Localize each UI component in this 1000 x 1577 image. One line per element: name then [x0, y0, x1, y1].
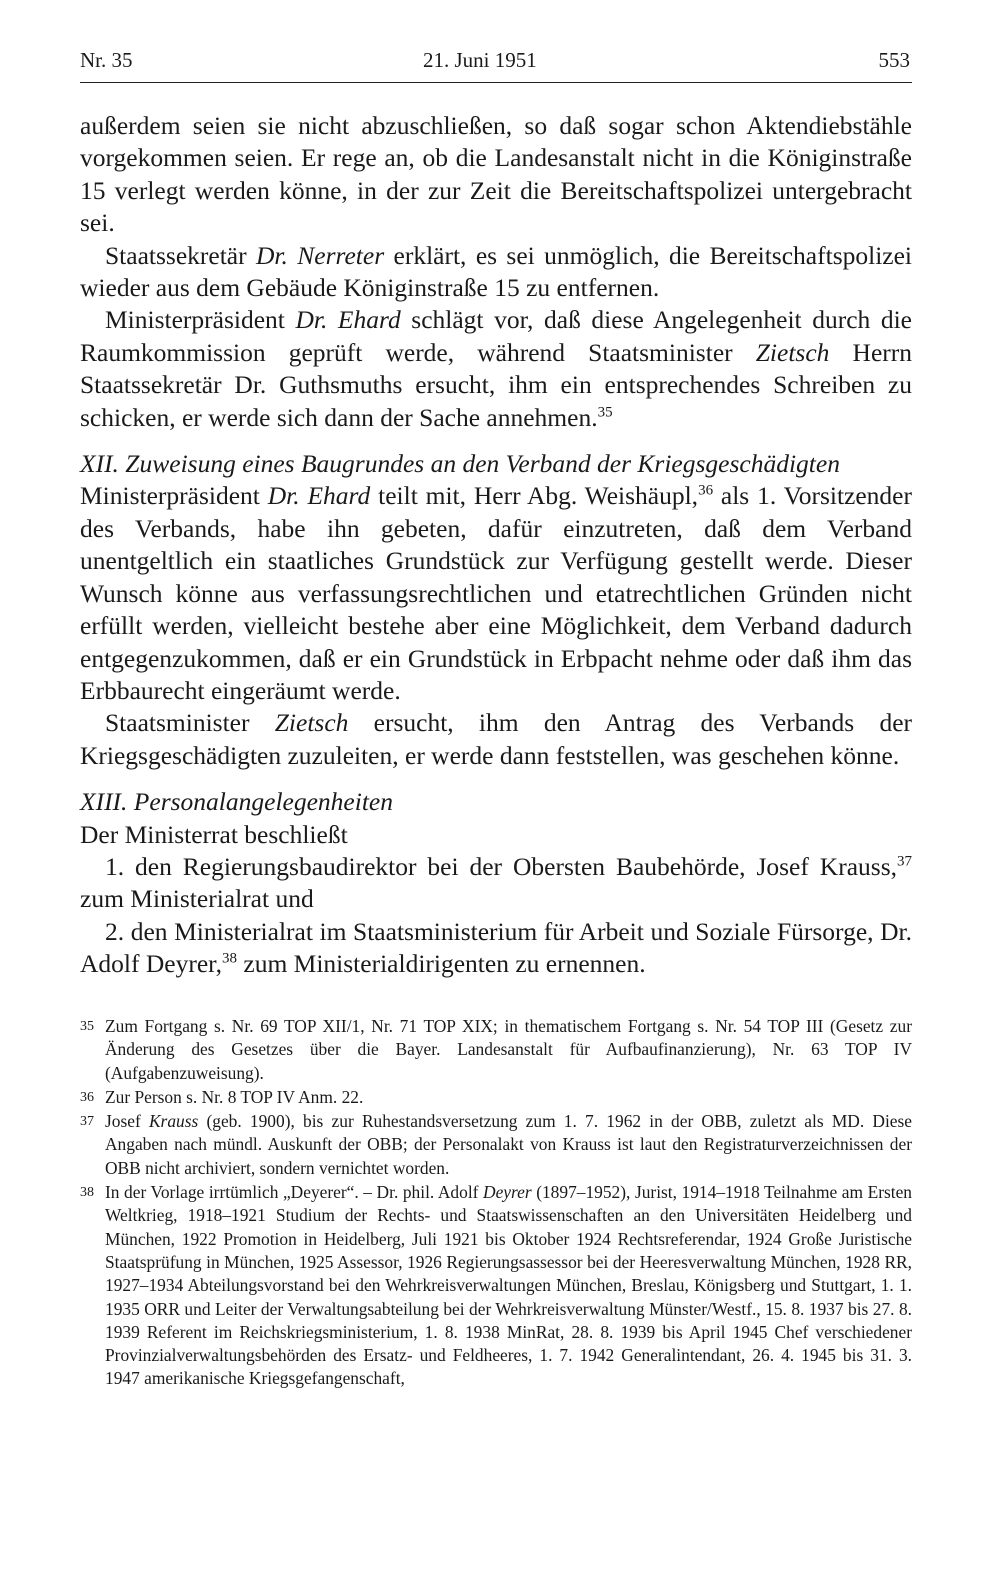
paragraph-nerreter: [80, 240, 912, 305]
text-run: schlägt vor, daß diese Angelegenheit durch die Raumkommission geprüft werde, während Staatsminister: [80, 305, 912, 367]
speaker-name: Dr. Ehard: [267, 481, 371, 511]
header-date: 21. Juni 1951: [423, 48, 537, 72]
footnote-number: 35: [80, 1019, 94, 1034]
footnote-number: 37: [80, 1114, 94, 1130]
paragraph-continuation: außerdem seien sie nicht abzuschließen, so daß sogar schon Aktendiebstähle vorgekommen seien. Er rege an, ob die Landesanstalt nicht in die Königinstraße 15 verlegt werden könne, in der zur Zeit die Bereitschaftspolizei untergebracht sei.: [80, 111, 912, 238]
page-number: 553: [878, 48, 910, 72]
text-run: ersucht, ihm den Antrag des Verbands der Kriegsgeschädigten zuzuleiten, er werde dann feststellen, was geschehen könne.: [80, 708, 912, 770]
text-run: als 1. Vorsitzender des Verbands, habe ihn gebeten, dafür einzutreten, daß dem Verband unentgeltlich ein staatliches Grundstück zur Verfügung gestellt werde. Dieser Wunsch könne aus verfassungsrechtlichen und etatrechtlichen Gründen nicht erfüllt werden, vielleicht bestehe aber eine Möglichkeit, dem Verband dadurch entgegenzukommen, daß er ein Grundstück in Erbpacht nehme oder daß ihm das Erbbaurecht eingeräumt werde.: [80, 481, 912, 705]
paragraph-weishaeupl: [80, 480, 912, 707]
footnote-ref: 37: [897, 853, 912, 870]
speaker-name: Dr. Ehard: [295, 305, 401, 335]
list-item-deyrer: [80, 916, 912, 981]
footnote-35: [80, 1015, 912, 1085]
text-run: erklärt, es sei unmöglich, die Bereitschaftspolizei wieder aus dem Gebäude Königinstraße 15 zu entfernen.: [80, 240, 913, 303]
text-run: 2. den Ministerialrat im Staatsministerium für Arbeit und Soziale Fürsorge, Dr. Adolf Deyrer,: [80, 916, 912, 979]
footnote-text: (geb. 1900), bis zur Ruhestandsversetzung zum 1. 7. 1962 in der OBB, zuletzt als MD. Diese Angaben nach mündl. Auskunft der OBB; der Personalakt von Krauss ist laut den Registraturverzeichnissen der OBB nicht archiviert, sondern vernichtet worden.: [105, 1111, 912, 1178]
text-run: Staatsminister: [105, 708, 275, 738]
text-run: teilt mit, Herr Abg. Weishäupl,: [370, 481, 699, 511]
footnote-ref: 36: [698, 482, 714, 499]
text-run: Herrn Staatssekretär Dr. Guthsmuths ersucht, ihm ein entsprechendes Schreiben zu schicken, er werde sich dann der Sache annehmen.: [80, 337, 913, 432]
section-heading-xiii: XIII. Personalangelegenheiten: [80, 787, 393, 817]
paragraph-zietsch-antrag: [80, 707, 912, 772]
text-run: 1. den Regierungsbaudirektor bei der Obersten Baubehörde, Josef Krauss,: [105, 851, 897, 881]
text-run: Ministerpräsident: [105, 305, 296, 335]
footnotes: [80, 1015, 912, 1392]
speaker-name: Zietsch: [755, 337, 830, 367]
footnote-37: [80, 1110, 912, 1180]
footnote-text: (1897–1952), Jurist, 1914–1918 Teilnahme am Ersten Weltkrieg, 1918–1921 Studium der Rechts- und Staatswissenschaften an den Universitäten Heidelberg und München, 1922 Promotion in Heidelberg, Juli 1921 bis Oktober 1924 Rechtsreferendar, 1924 Große Juristische Staatsprüfung in München, 1925 Assessor, 1926 Regierungsassessor bei der Heeresverwaltung München, 1928 RR, 1927–1934 Abteilungsvorstand bei den Wehrkreisverwaltungen München, Breslau, Königsberg und Stuttgart, 1. 1. 1935 ORR und Leiter der Verwaltungsabteilung bei der Wehrkreisverwaltung Münster/Westf., 15. 8. 1937 bis 27. 8. 1939 Referent im Reichskriegsministerium, 1. 8. 1938 MinRat, 28. 8. 1939 bis April 1945 Chef verschiedener Provinzialverwaltungsbehörden des Ersatz- und Feldheeres, 1. 7. 1942 Generalintendant, 26. 4. 1945 bis 31. 3. 1947 amerikanische Kriegsgefangenschaft,: [105, 1182, 913, 1389]
footnote-text: Zur Person s. Nr. 8 TOP IV Anm. 22.: [105, 1086, 364, 1107]
text-run: zum Ministerialdirigenten zu ernennen.: [237, 949, 646, 979]
footnote-number: 38: [80, 1185, 94, 1201]
text-run: zum Ministerialrat und: [80, 884, 314, 914]
issue-number: Nr. 35: [80, 48, 133, 72]
section-heading-xii: XII. Zuweisung eines Baugrundes an den Verband der Kriegsgeschädigten: [80, 449, 840, 479]
person-name: Deyrer: [483, 1182, 532, 1203]
footnote-ref: 38: [222, 950, 238, 967]
footnote-number: 36: [80, 1089, 94, 1105]
main-text: [80, 110, 912, 981]
text-run: Ministerpräsident: [80, 481, 268, 511]
footnote-text: Zum Fortgang s. Nr. 69 TOP XII/1, Nr. 71 TOP XIX; in thematischem Fortgang s. Nr. 54 TOP III (Gesetz zur Änderung des Gesetzes über die Bayer. Landesanstalt für Aufbaufinanzierung), Nr. 63 TOP IV (Aufgabenzuweisung).: [105, 1016, 912, 1083]
speaker-name: Zietsch: [274, 708, 349, 738]
speaker-name: Dr. Nerreter: [256, 240, 385, 270]
footnote-38: [80, 1181, 912, 1391]
paragraph-ehard-raumkommission: [80, 304, 912, 434]
running-header: [80, 40, 912, 80]
footnote-ref: 35: [597, 403, 613, 420]
footnote-text: Josef: [105, 1111, 149, 1132]
header-rule: [80, 82, 912, 83]
list-item-krauss: [80, 851, 912, 916]
text-run: Staatssekretär: [105, 240, 256, 270]
paragraph-beschluss: Der Ministerrat beschließt: [80, 819, 348, 849]
footnote-text: In der Vorlage irrtümlich „Deyerer“. – Dr. phil. Adolf: [105, 1182, 484, 1203]
person-name: Krauss: [148, 1111, 199, 1132]
footnote-36: [80, 1086, 912, 1109]
